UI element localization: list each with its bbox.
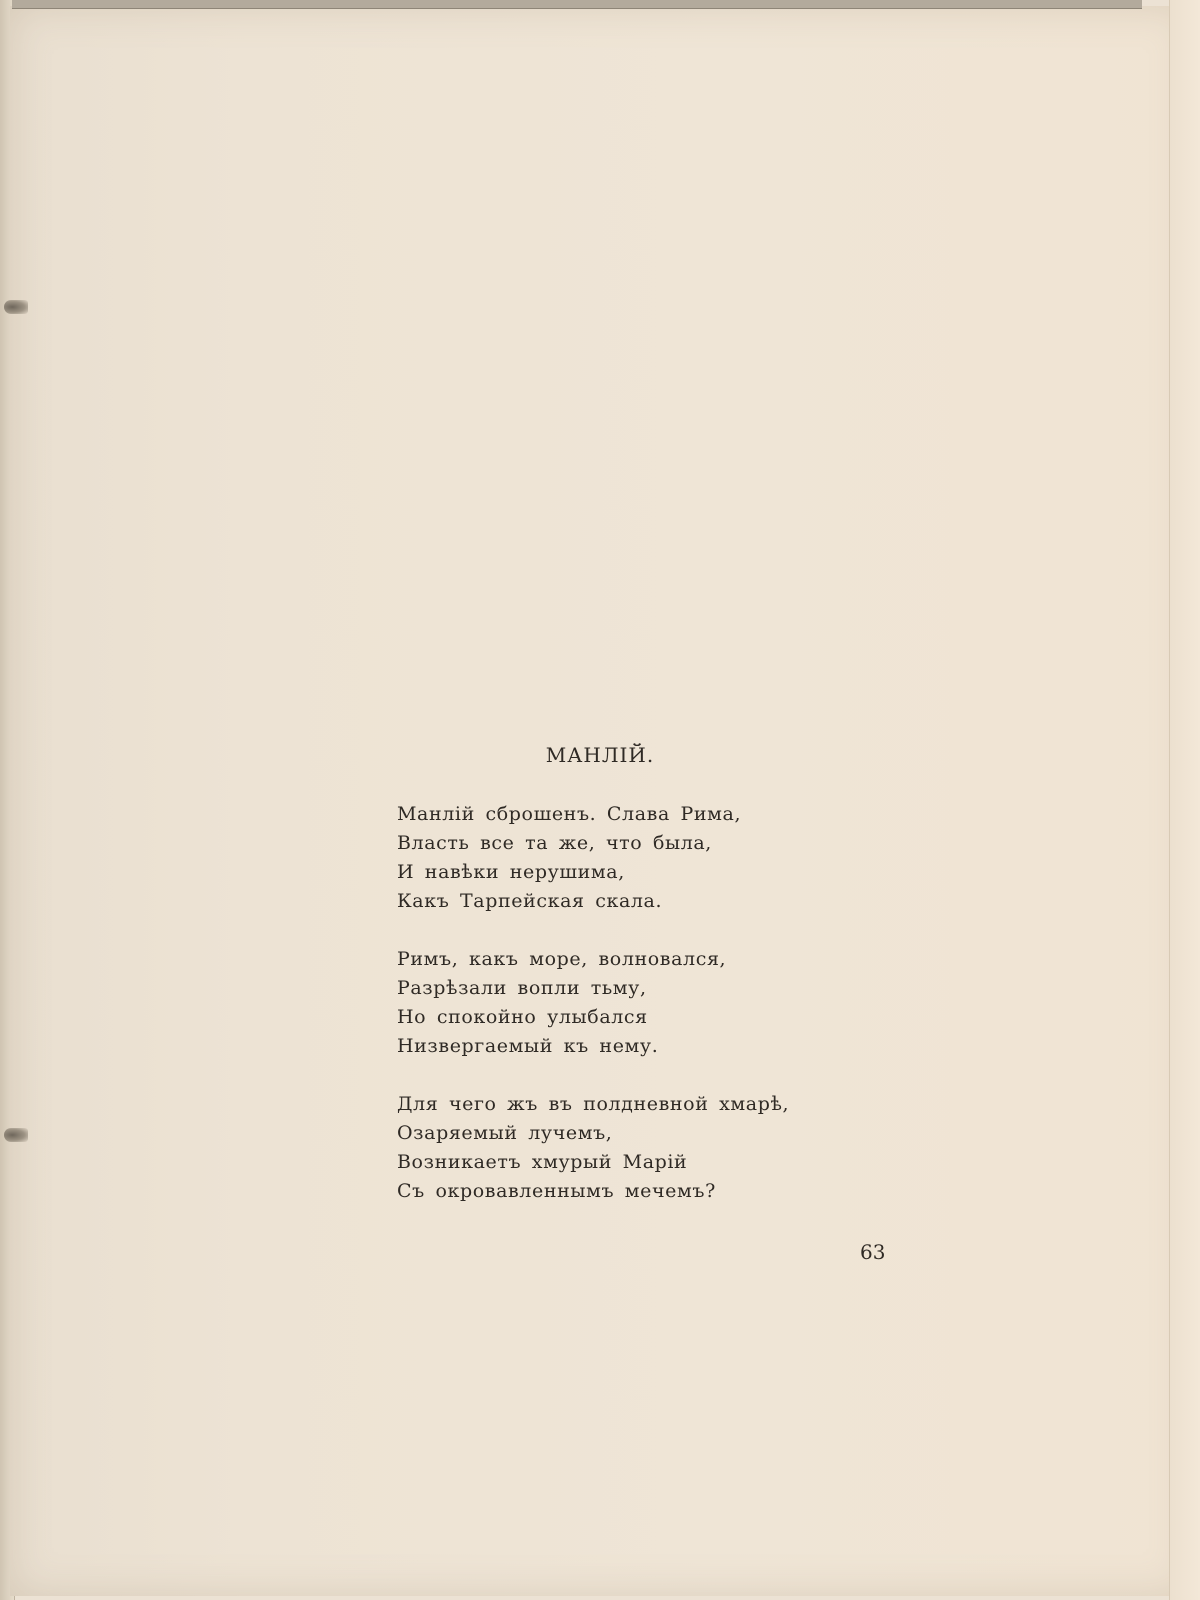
poem-title: МАНЛІЙ. xyxy=(545,743,655,767)
poem-line: Римъ, какъ море, волновался, xyxy=(397,948,727,970)
poem-line: И навѣки нерушима, xyxy=(397,861,625,883)
poem-line: Съ окровавленнымъ мечемъ? xyxy=(397,1180,716,1202)
right-page-edge xyxy=(1169,0,1200,1600)
poem-line: Низвергаемый къ нему. xyxy=(397,1035,659,1057)
page-number: 63 xyxy=(860,1240,886,1264)
poem-line: Озаряемый лучемъ, xyxy=(397,1122,613,1144)
poem-line: Власть все та же, что была, xyxy=(397,832,712,854)
poem-line: Но спокойно улыбался xyxy=(397,1006,648,1028)
binding-stitch-lower-icon xyxy=(4,1128,28,1142)
poem-line: Какъ Тарпейская скала. xyxy=(397,890,663,912)
binding-stitch-upper-icon xyxy=(4,300,28,314)
stanza-1 xyxy=(397,800,789,916)
stanza-2 xyxy=(397,945,789,1061)
poem-line: Манлій сброшенъ. Слава Рима, xyxy=(397,803,742,825)
top-page-edge xyxy=(12,0,1142,9)
poem-line: Разрѣзали вопли тьму, xyxy=(397,977,647,999)
poem-line: Возникаетъ хмурый Марій xyxy=(397,1151,688,1173)
stanza-3 xyxy=(397,1090,789,1206)
poem-line: Для чего жъ въ полдневной хмарѣ, xyxy=(397,1093,790,1115)
poem-body xyxy=(397,800,789,1235)
